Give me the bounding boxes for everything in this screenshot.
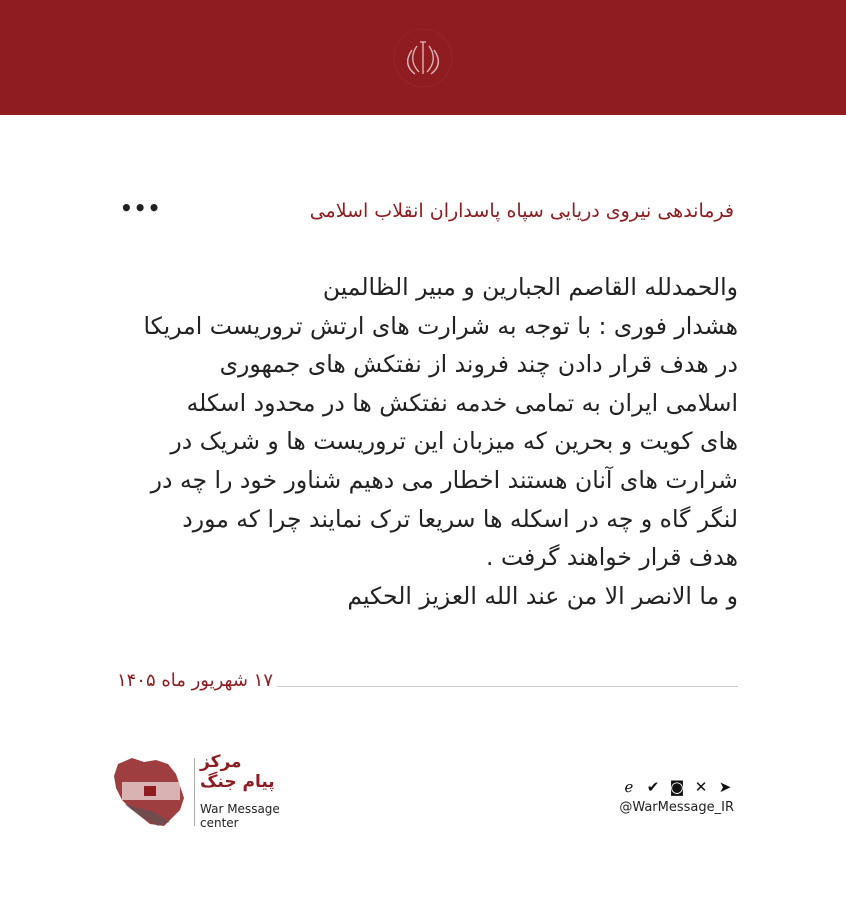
- body-line: و ما الانصر الا من عند الله العزیز الحکیم: [347, 581, 738, 610]
- body-line: لنگر گاه و چه در اسکله ها سریعا ترک نمایند چرا که مورد: [182, 504, 738, 533]
- body-line: والحمدلله القاصم الجبارین و مبیر الظالمین: [322, 273, 738, 301]
- logo-title-en-1: War Message: [200, 802, 280, 816]
- body-line: هشدار فوری : با توجه به شرارت های ارتش تروریست امریکا: [143, 311, 738, 340]
- body-line: اسلامی ایران به تمامی خدمه نفتکش ها در محدود اسکله: [186, 388, 738, 417]
- telegram-icon[interactable]: ➤: [718, 778, 732, 796]
- iran-map-icon: [110, 752, 190, 832]
- body-line: هدف قرار خواهند گرفت .: [486, 543, 738, 572]
- post-body: [110, 268, 738, 615]
- body-line: در هدف قرار دادن چند فروند از نفتکش های جمهوری: [219, 350, 738, 379]
- social-links: [594, 778, 734, 798]
- body-line: شرارت های آنان هستند اخطار می دهیم شناور خود را چه در: [150, 465, 738, 494]
- logo-divider: [194, 758, 195, 826]
- eitaa-icon[interactable]: ℯ: [624, 778, 634, 796]
- logo-title-fa-2: پیام جنگ: [200, 772, 275, 792]
- check-icon[interactable]: ✔: [646, 778, 660, 796]
- logo-title-fa-1: مرکز: [200, 752, 242, 772]
- iran-emblem-icon: [393, 28, 453, 88]
- date-row: [110, 670, 738, 700]
- body-line: های کویت و بحرین که میزبان این تروریست ها و شریک در: [170, 427, 738, 456]
- header-banner: [0, 0, 846, 115]
- logo-title-en-2: center: [200, 816, 239, 830]
- x-icon[interactable]: ✕: [694, 778, 708, 796]
- instagram-icon[interactable]: ◙: [669, 778, 685, 796]
- divider: [277, 686, 738, 687]
- more-options-icon[interactable]: •••: [120, 196, 162, 220]
- post-date: ۱۷ شهریور ماه ۱۴۰۵: [116, 670, 273, 691]
- war-message-logo: [110, 752, 280, 832]
- social-handle[interactable]: @WarMessage_IR: [619, 800, 734, 815]
- post-subtitle: فرماندهی نیروی دریایی سپاه پاسداران انقلاب اسلامی: [309, 200, 734, 222]
